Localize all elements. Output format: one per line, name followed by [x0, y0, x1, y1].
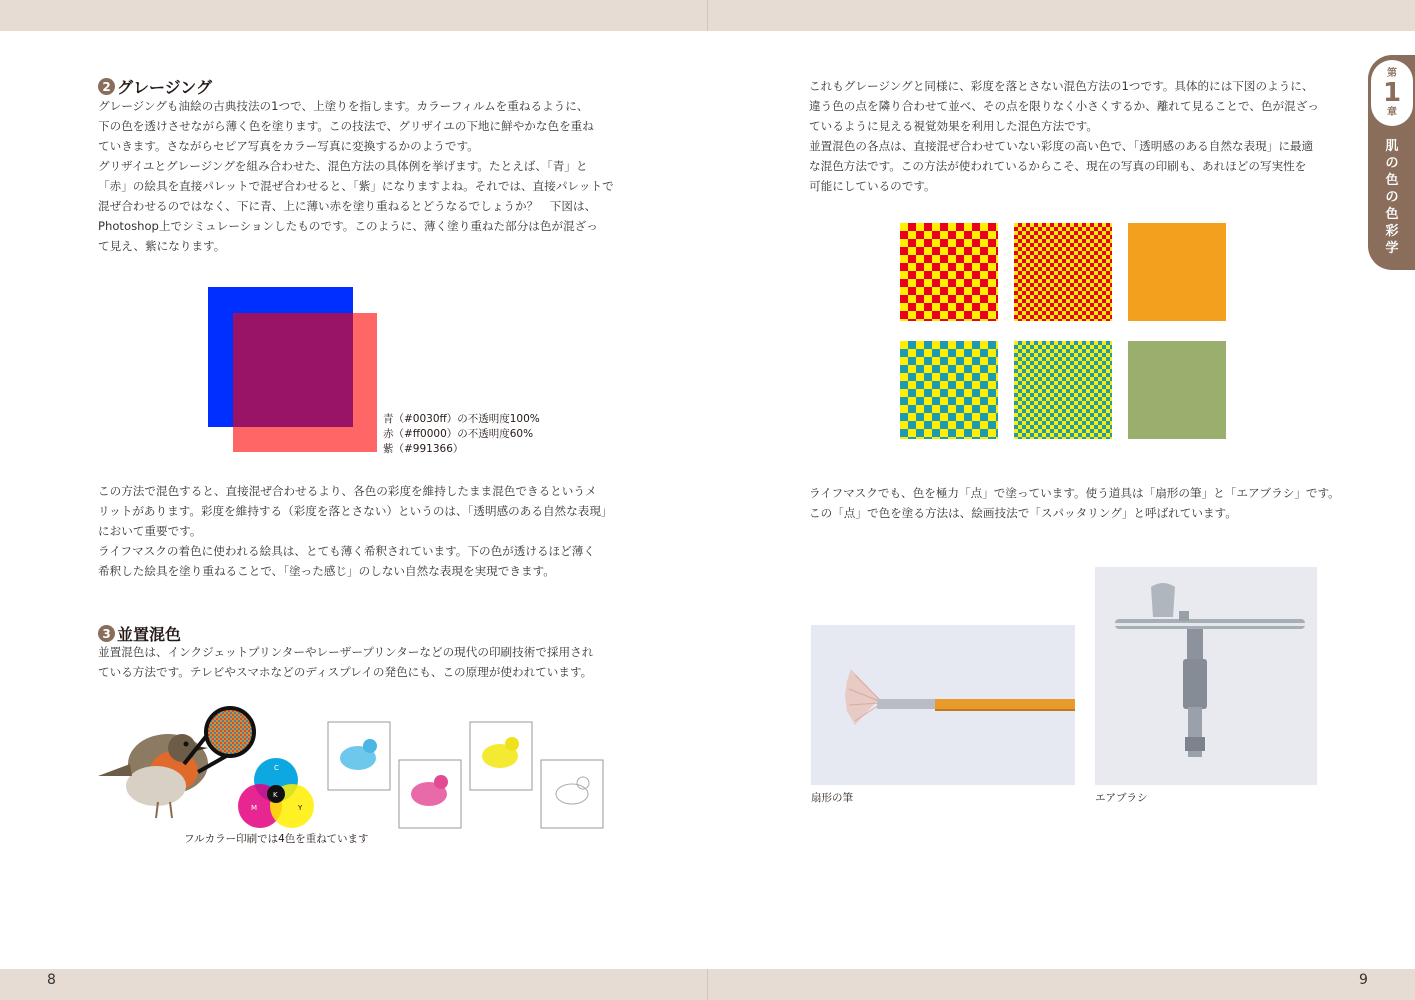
caption-line: 青（#0030ff）の不透明度100% [383, 413, 540, 425]
cmyk-label-c: C [274, 764, 279, 772]
robin-bird [98, 734, 208, 818]
bottom-gutter [707, 969, 708, 1000]
top-gutter [707, 0, 708, 31]
page-number-right: 9 [1359, 972, 1368, 988]
text-line: これもグレージングと同様に、彩度を落とさない混色方法の1つです。具体的には下図のように、 [809, 79, 1314, 93]
chapter-badge [1371, 60, 1413, 126]
airbrush-caption: エアブラシ [1095, 792, 1148, 804]
section-title: グレージング [117, 78, 212, 97]
text-line: ライフマスクの着色に使われる絵具は、とても薄く希釈されています。下の色が透けるほど薄く [98, 544, 595, 558]
text-line: ていきます。さながらセピア写真をカラー写真に変換するかのようです。 [98, 139, 479, 153]
right-paragraph-1 [809, 76, 1319, 196]
text-line: 並置混色は、インクジェットプリンターやレーザープリンターなどの現代の印刷技術で採用され [98, 645, 594, 659]
cmyk-label-k: K [273, 791, 278, 799]
text-line: ライフマスクでも、色を極力「点」で塗っています。使う道具は「扇形の筆」と「エアブラシ」です。 [809, 486, 1340, 500]
text-line: 下の色を透けさせながら薄く色を塗ります。この技法で、グリザイユの下地に鮮やかな色を重ね [98, 119, 594, 133]
cmyk-label-y: Y [298, 804, 303, 812]
checker-red-yellow-small [1014, 223, 1112, 321]
red-square [233, 313, 377, 452]
text-line: Photoshop上でシミュレーションしたものです。このように、薄く塗り重ねた部分は色が混ざっ [98, 219, 598, 233]
section-2-paragraph-1 [98, 96, 614, 256]
section-number-badge: 2 [98, 78, 115, 95]
section-2-paragraph-2 [98, 481, 613, 581]
cyan-plate [328, 722, 390, 790]
cmyk-label-m: M [251, 804, 258, 812]
section-number-badge: 3 [98, 625, 115, 642]
text-line: ているように見える視覚効果を利用した混色方法です。 [809, 119, 1098, 133]
section-3-paragraph [98, 642, 593, 682]
cmyk-circles [238, 758, 314, 828]
text-line: この「点」で色を塗る方法は、絵画技法で「スパッタリング」と呼ばれています。 [809, 506, 1237, 520]
text-line: て見え、紫になります。 [98, 239, 226, 253]
airbrush-photo [1095, 567, 1317, 785]
cmyk-figure-caption: フルカラー印刷では4色を重ねています [184, 833, 369, 845]
text-line: 可能にしているのです。 [809, 179, 936, 193]
caption-line: 赤（#ff0000）の不透明度60% [383, 428, 534, 440]
text-line: ている方法です。テレビやスマホなどのディスプレイの発色にも、この原理が使われています。 [98, 665, 593, 679]
section-2-heading [98, 75, 212, 98]
text-line: において重要です。 [98, 524, 202, 538]
checker-red-yellow-large [900, 223, 998, 321]
text-line: 違う色の点を隣り合わせて並べ、その点を限りなく小さくするか、離れて見ることで、色が混ざっ [809, 99, 1319, 113]
page-number-left: 8 [47, 972, 56, 988]
text-line: この方法で混色すると、直接混ぜ合わせるより、各色の彩度を維持したまま混色できるというメ [98, 484, 597, 498]
overlay-caption [383, 412, 540, 457]
text-line: グレージングも油絵の古典技法の1つで、上塗りを指します。カラーフィルムを重ねるように、 [98, 99, 589, 113]
magenta-plate [399, 760, 461, 828]
mixed-orange-square [1128, 223, 1226, 321]
text-line: 並置混色の各点は、直接混ぜ合わせていない彩度の高い色で、「透明感のある自然な表現」に最適 [809, 139, 1314, 153]
fan-brush-photo [811, 625, 1075, 785]
fan-brush-caption: 扇形の筆 [811, 792, 853, 804]
text-line: 「赤」の絵具を直接パレットで混ぜ合わせると、「紫」になりますよね。それでは、直接パレットで [98, 179, 614, 193]
section-title: 並置混色 [117, 625, 182, 644]
cmyk-figure [96, 706, 626, 846]
right-paragraph-2 [809, 483, 1340, 523]
text-line: 混ぜ合わせるのではなく、下に青、上に薄い赤を塗り重ねるとどうなるでしょうか？ 下図は、 [98, 199, 597, 213]
chapter-suffix: 章 [1387, 107, 1397, 118]
chapter-title: 肌の色の色彩学 [1385, 139, 1399, 256]
black-plate [541, 760, 603, 828]
text-line: リットがあります。彩度を維持する（彩度を落とさない）というのは、「透明感のある自然な表現」 [98, 504, 613, 518]
chapter-prefix: 第 [1387, 68, 1397, 79]
text-line: 希釈した絵具を塗り重ねることで、「塗った感じ」のしない自然な表現を実現できます。 [98, 564, 555, 578]
mixed-green-square [1128, 341, 1226, 439]
checker-teal-yellow-large [900, 341, 998, 439]
caption-line: 紫（#991366） [383, 443, 464, 455]
checker-teal-yellow-small [1014, 341, 1112, 439]
chapter-number: 1 [1382, 78, 1402, 108]
text-line: グリザイユとグレージングを組み合わせた、混色方法の具体例を挙げます。たとえば、「青」と [98, 159, 588, 173]
text-line: な混色方法です。この方法が使われているからこそ、現在の写真の印刷も、あれほどの写実性を [809, 159, 1307, 173]
yellow-plate [470, 722, 532, 790]
